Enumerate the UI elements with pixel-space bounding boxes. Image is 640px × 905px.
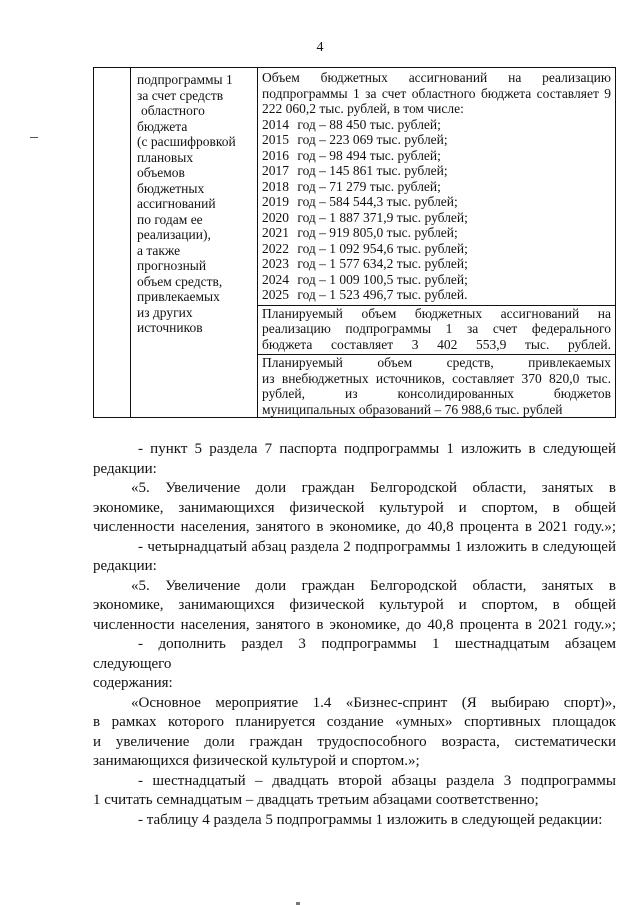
year-value: 2014 — [262, 116, 289, 132]
other-line: рублей, из консолидированных бюджетов — [262, 386, 611, 401]
year-value: 2017 — [262, 163, 289, 178]
year-amount: год – 1 887 371,9 тыс. рублей; — [297, 209, 468, 225]
year-amount: год – 98 494 тыс. рублей; — [297, 147, 441, 163]
paragraph: - шестнадцатый – двадцать второй абзацы раздела 3 подпрограммы — [138, 772, 616, 789]
quote-line: «5. Увеличение доли граждан Белгородской области, занятых в — [131, 577, 616, 594]
year-amount: год – 1 009 100,5 тыс. рублей; — [297, 271, 468, 287]
quote-line: численности населения, занятого в экономике, до 40,8 процента в 2021 году.»; — [93, 616, 616, 633]
intro-line: Объем бюджетных ассигнований на реализацию — [262, 70, 611, 85]
quote-line: и увеличение доли граждан трудоспособного возраста, систематически — [93, 733, 616, 750]
quote-line: численности населения, занятого в экономике, до 40,8 процента в 2021 году.»; — [93, 519, 616, 535]
passport-table — [93, 67, 616, 418]
year-line — [262, 148, 611, 164]
label-line: источников — [137, 320, 203, 335]
year-amount: год – 1 523 496,7 тыс. рублей. — [297, 287, 468, 302]
year-value: 2016 — [262, 147, 289, 163]
federal-line: бюджета составляет 3 402 553,9 тыс. рублей. — [262, 336, 611, 352]
label-line: бюджетных — [137, 180, 205, 196]
paragraph: - дополнить раздел 3 подпрограммы 1 шестнадцатым абзацем следующего — [93, 636, 616, 672]
year-value: 2019 — [262, 194, 289, 209]
label-line: по годам ее — [137, 211, 203, 227]
label-line: реализации), — [137, 227, 211, 242]
year-line — [262, 132, 611, 148]
quote-line: «5. Увеличение доли граждан Белгородской области, занятых в — [131, 480, 616, 496]
year-line — [262, 241, 611, 257]
label-line: объемов — [137, 165, 185, 180]
table-label-cell — [131, 68, 258, 418]
year-amount: год – 88 450 тыс. рублей; — [297, 116, 441, 132]
table-content-cell — [258, 68, 616, 418]
paragraph: - пункт 5 раздела 7 паспорта подпрограммы 1 изложить в следующей — [138, 441, 616, 457]
year-value: 2024 — [262, 271, 289, 287]
year-line — [262, 194, 611, 210]
intro-line: 222 060,2 тыс. рублей, в том числе: — [262, 101, 464, 116]
quote-line: экономике, занимающихся физической культурой и спортом, в общей — [93, 499, 616, 516]
year-line — [262, 272, 611, 288]
year-value: 2025 — [262, 287, 289, 302]
label-line: объем средств, — [137, 273, 223, 289]
quote-line: «Основное мероприятие 1.4 «Бизнес-спринт (Я выбираю спорт)», — [131, 694, 616, 711]
other-line: муниципальных образований – 76 988,6 тыс. рублей — [262, 401, 563, 417]
paragraph: - таблицу 4 раздела 5 подпрограммы 1 изложить в следующей редакции: — [138, 811, 603, 828]
intro-line: подпрограммы 1 за счет областного бюджета составляет 9 — [262, 85, 611, 101]
paragraph: содержания: — [93, 675, 173, 691]
label-line: ассигнований — [137, 196, 216, 211]
margin-mark — [30, 137, 38, 138]
year-value: 2021 — [262, 225, 289, 240]
label-line: подпрограммы 1 — [137, 72, 233, 87]
label-line: прогнозный — [137, 258, 207, 273]
label-line: привлекаемых — [137, 289, 220, 304]
year-line — [262, 256, 611, 272]
label-line: (с расшифровкой — [137, 134, 236, 149]
paragraph: - четырнадцатый абзац раздела 2 подпрограммы 1 изложить в следующей — [138, 538, 616, 555]
label-line: бюджета — [137, 118, 188, 134]
year-line — [262, 117, 611, 133]
year-amount: год – 584 544,3 тыс. рублей; — [297, 194, 458, 209]
paragraph: 1 считать семнадцатым – двадцать третьим абзацами соответственно; — [93, 792, 539, 808]
paragraph: редакции: — [93, 558, 157, 574]
amendment-text — [93, 440, 616, 830]
label-line: за счет средств — [137, 87, 224, 103]
year-value: 2020 — [262, 209, 289, 225]
year-value: 2018 — [262, 178, 289, 194]
federal-line: Планируемый объем бюджетных ассигнований на — [262, 305, 611, 321]
year-amount: год – 71 279 тыс. рублей; — [297, 178, 441, 194]
federal-line: реализацию подпрограммы 1 за счет федерального — [262, 321, 611, 336]
year-line — [262, 225, 611, 241]
table-empty-cell — [94, 68, 131, 418]
year-line — [262, 287, 611, 303]
year-line — [262, 163, 611, 179]
quote-line: экономике, занимающихся физической культурой и спортом, в общей — [93, 597, 616, 613]
paragraph: редакции: — [93, 460, 157, 477]
year-line — [262, 179, 611, 195]
year-amount: год – 919 805,0 тыс. рублей; — [297, 225, 458, 240]
quote-line: в рамках которого планируется создание «умных» спортивных площадок — [93, 714, 616, 730]
label-line: областного — [141, 103, 205, 118]
other-line: Планируемый объем средств, привлекаемых — [262, 355, 611, 370]
year-amount: год – 1 577 634,2 тыс. рублей; — [297, 256, 468, 271]
page-number: 4 — [316, 40, 324, 55]
label-line: из других — [137, 304, 193, 320]
year-amount: год – 145 861 тыс. рублей; — [297, 163, 448, 178]
year-value: 2015 — [262, 132, 289, 147]
label-line: а также — [137, 242, 181, 258]
year-value: 2023 — [262, 256, 289, 271]
quote-line: занимающихся физической культурой и спортом.»; — [93, 753, 420, 769]
year-amount: год – 223 069 тыс. рублей; — [297, 132, 448, 147]
year-list — [262, 117, 611, 303]
year-amount: год – 1 092 954,6 тыс. рублей; — [297, 240, 468, 256]
other-line: из внебюджетных источников, составляет 370 820,0 тыс. — [262, 370, 611, 386]
year-line — [262, 210, 611, 226]
year-value: 2022 — [262, 240, 289, 256]
label-line: плановых — [137, 149, 194, 165]
